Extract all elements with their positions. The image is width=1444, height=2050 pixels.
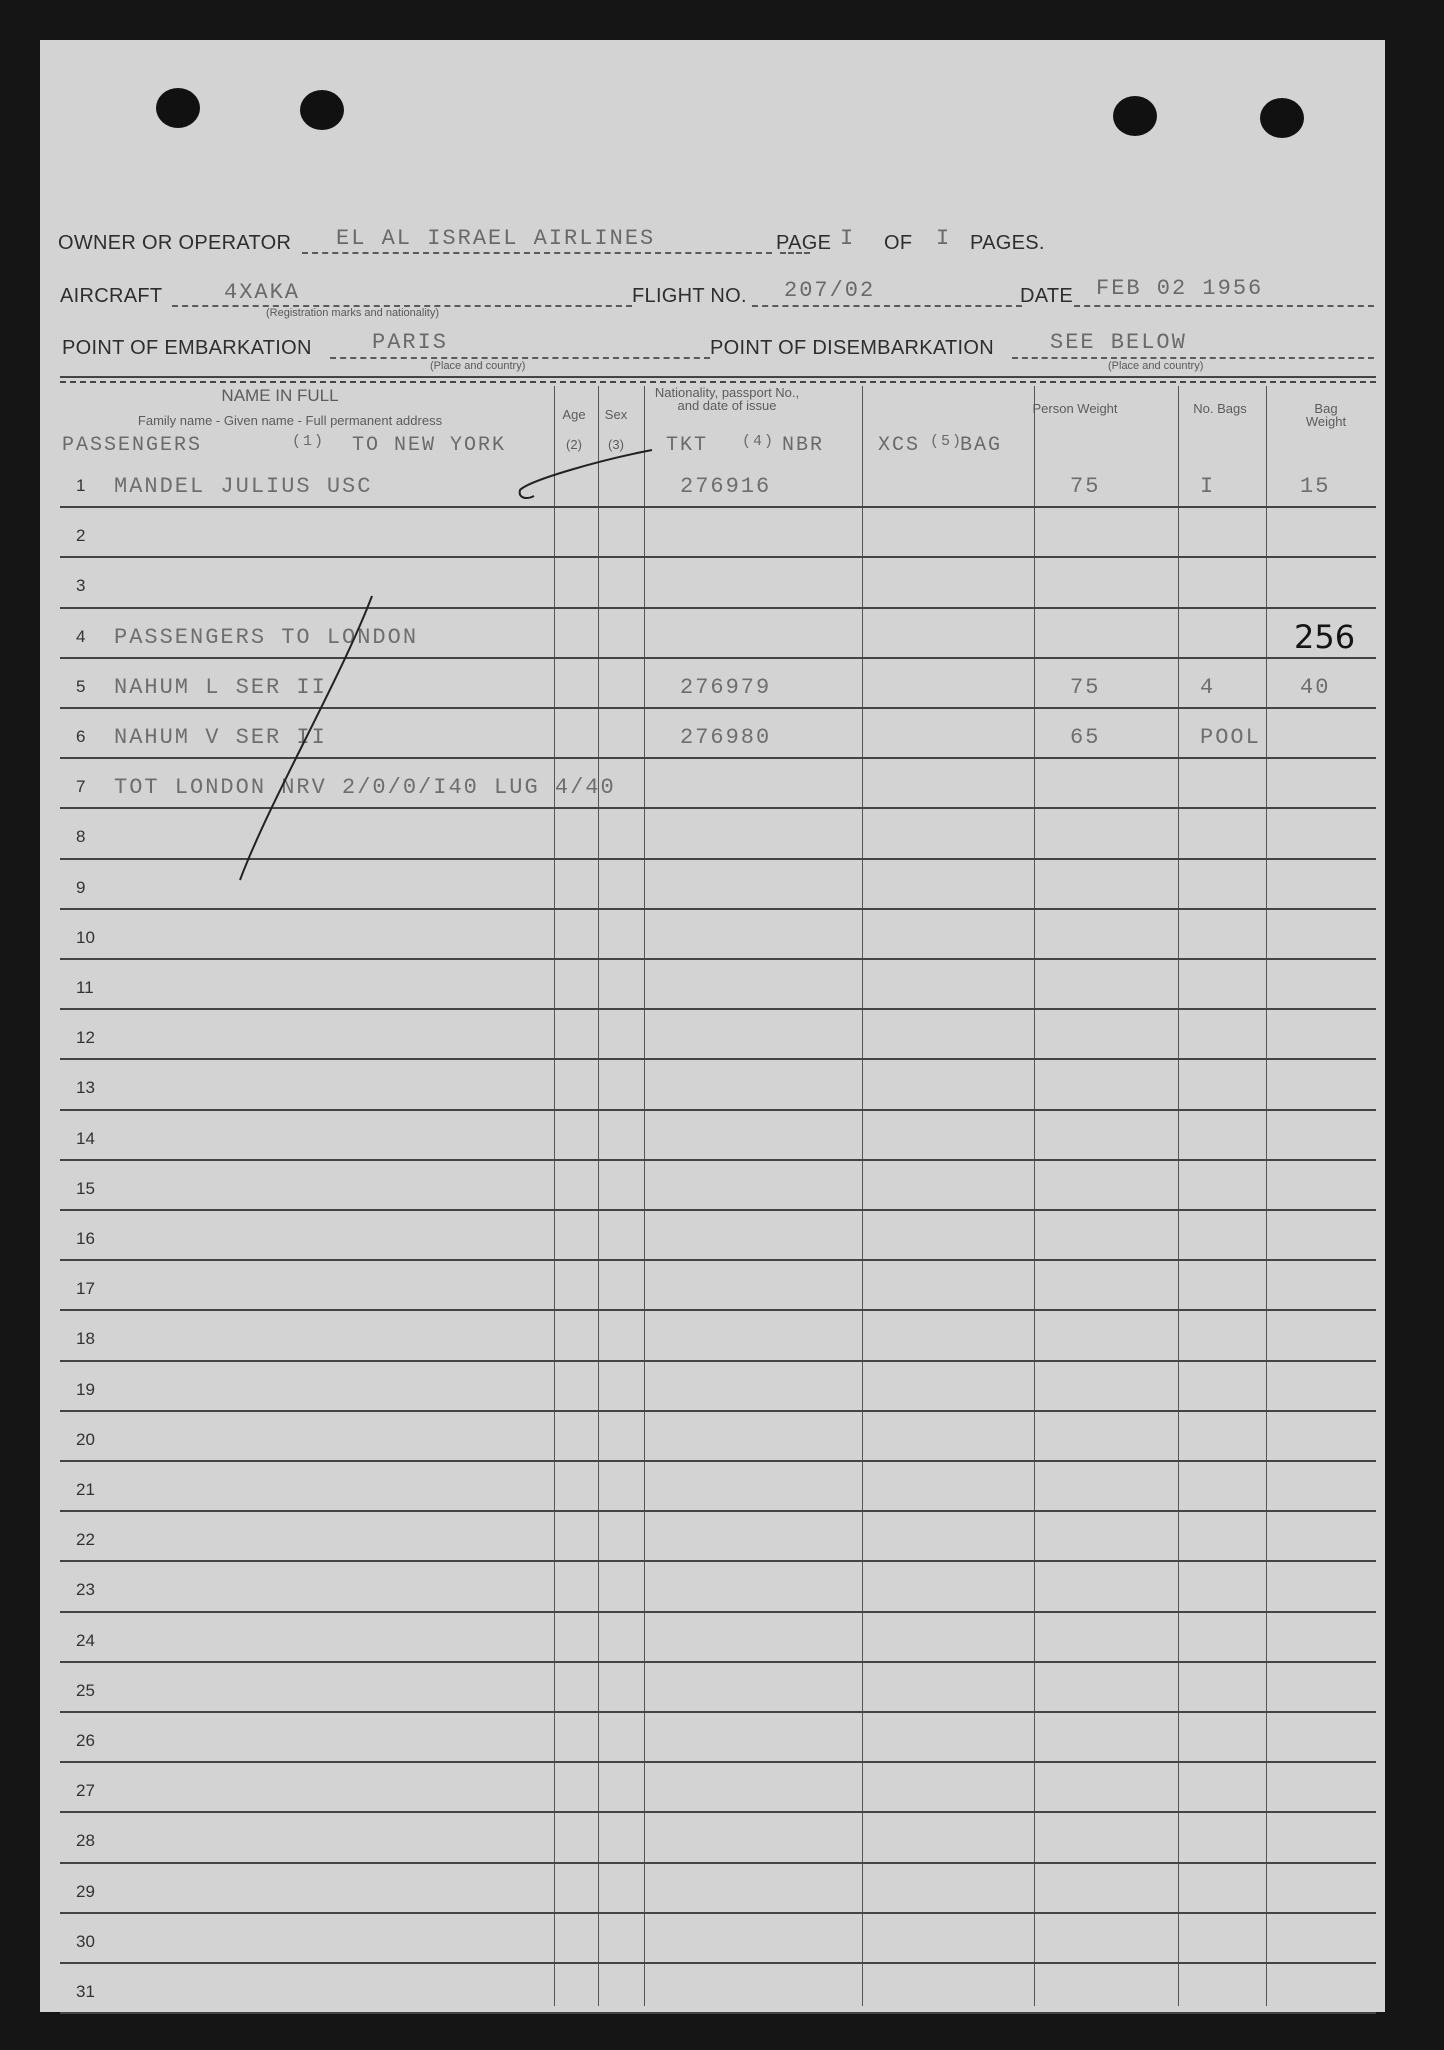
typed-col1: (1) [292,433,326,450]
name-column-sub: Family name - Given name - Full permanent address [137,413,443,428]
flight-value: 207/02 [784,278,876,303]
row-number: 1 [76,476,86,495]
owner-label: OWNER OR OPERATOR [58,232,292,254]
row-number: 26 [76,1731,95,1750]
row-number: 24 [76,1630,95,1650]
ticket-number: 276980 [680,725,772,750]
embark-label: POINT OF EMBARKATION [62,337,312,359]
row-number: 12 [76,1028,95,1048]
row-number: 7 [76,777,86,797]
page-label: PAGE [776,232,832,254]
row-number: 31 [76,1982,95,2001]
row-number: 2 [76,526,86,546]
sex-column: Sex [604,407,628,422]
row-number: 6 [76,727,86,746]
row-number: 14 [76,1128,95,1148]
disembark-note: (Place and country) [1108,360,1204,372]
handwritten-marks [40,40,1385,2012]
row-number: 18 [76,1329,95,1349]
date-value: FEB 02 1956 [1096,276,1264,301]
bag-weight-column: Bag Weight [1305,401,1347,429]
aircraft-value: 4XAKA [224,280,301,305]
bag-count: I [1200,474,1216,499]
no-bags-column: No. Bags [1193,401,1247,416]
age-num: (2) [566,437,582,452]
bag-count: 4 [1200,674,1216,700]
owner-value: EL AL ISRAEL AIRLINES [336,226,656,251]
row-number: 16 [76,1229,95,1248]
page-num: I [840,226,856,251]
aircraft-label: AIRCRAFT [60,285,163,307]
passenger-name: TOT LONDON NRV 2/0/0/I40 LUG 4/40 [114,775,616,801]
person-weight: 65 [1070,725,1101,750]
of-label: OF [884,232,913,254]
row-number: 21 [76,1480,95,1499]
row-number: 20 [76,1429,95,1449]
disembark-label: POINT OF DISEMBARKATION [710,337,994,359]
sex-num: (3) [608,437,624,452]
person-weight: 75 [1070,674,1101,700]
passenger-name: NAHUM V SER II [114,725,327,750]
pages-label: PAGES. [970,232,1045,254]
embark-value: PARIS [372,330,449,355]
row-number: 28 [76,1831,95,1851]
row-number: 22 [76,1530,95,1550]
ticket-number: 276916 [680,474,772,499]
bag-weight: 40 [1300,674,1331,700]
row-number: 5 [76,676,86,696]
embark-note: (Place and country) [430,360,526,372]
passenger-name: NAHUM L SER II [114,674,327,700]
row-number: 9 [76,877,86,897]
row-number: 30 [76,1931,95,1951]
typed-to-ny: TO NEW YORK [352,434,507,457]
row-number: 11 [76,978,94,997]
row-number: 17 [76,1279,95,1299]
manifest-sheet [40,40,1385,2012]
row-number: 25 [76,1680,95,1700]
typed-bag: BAG [960,434,1003,457]
row-number: 29 [76,1881,95,1901]
bag-weight: 15 [1300,474,1331,499]
person-weight: 75 [1070,474,1101,499]
row-number: 23 [76,1580,95,1600]
handwritten-total: 256 [1294,618,1356,656]
bag-count: POOL [1200,725,1261,750]
flight-label: FLIGHT NO. [632,285,747,307]
row-number: 13 [76,1078,95,1098]
typed-passengers: PASSENGERS [62,434,203,457]
passenger-name: MANDEL JULIUS USC [114,474,373,499]
age-column: Age [562,407,586,422]
row-number: 19 [76,1379,95,1399]
row-number: 27 [76,1781,95,1801]
page-total: I [936,226,952,251]
row-number: 10 [76,927,95,947]
aircraft-note: (Registration marks and nationality) [266,307,440,319]
typed-tkt: TKT [666,434,709,457]
date-label: DATE [1020,285,1074,307]
nationality-column: Nationality, passport No., and date of issue [654,385,800,413]
name-column-title: NAME IN FULL [221,386,339,405]
typed-col4: (4) [742,433,776,450]
person-weight-column: Person Weight [1032,401,1118,416]
row-number: 3 [76,576,86,596]
row-number: 15 [76,1178,95,1198]
row-number: 8 [76,827,86,847]
passenger-name: PASSENGERS TO LONDON [114,624,419,650]
disembark-value: SEE BELOW [1050,330,1187,355]
typed-col5: (5) [930,433,964,450]
typed-xcs: XCS [878,434,921,457]
typed-nbr: NBR [782,434,825,457]
row-number: 4 [76,626,86,646]
ticket-number: 276979 [680,674,772,700]
